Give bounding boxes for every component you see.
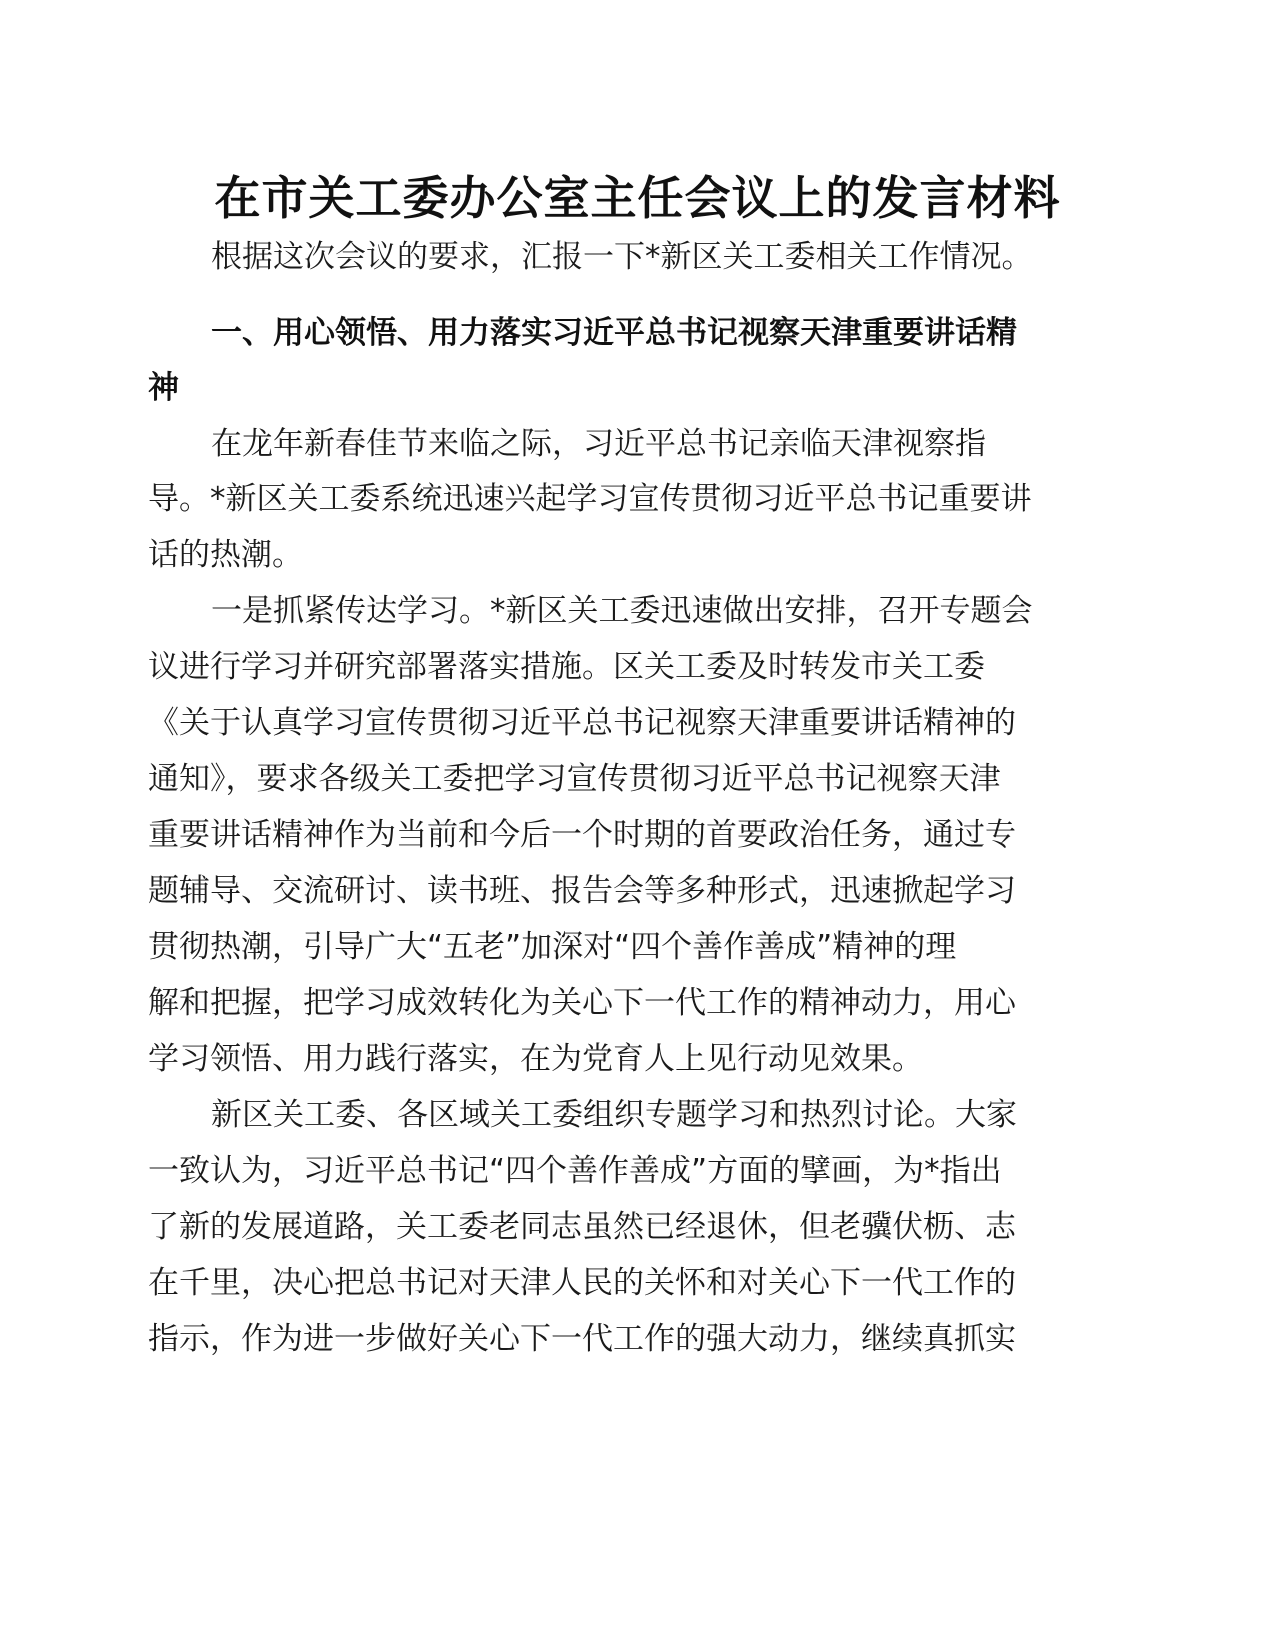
paragraph-line: 学习领悟、用力践行落实，在为党育人上见行动见效果。 (148, 1041, 923, 1077)
paragraph-line: 在龙年新春佳节来临之际，习近平总书记亲临天津视察指 (211, 426, 986, 462)
paragraph-line: 话的热潮。 (148, 537, 303, 573)
paragraph-line: 指示，作为进一步做好关心下一代工作的强大动力，继续真抓实 (148, 1321, 1016, 1357)
paragraph-line: 题辅导、交流研讨、读书班、报告会等多种形式，迅速掀起学习 (148, 873, 1016, 909)
intro-line: 根据这次会议的要求，汇报一下*新区关工委相关工作情况。 (211, 239, 1033, 275)
paragraph-line: 通知》，要求各级关工委把学习宣传贯彻习近平总书记视察天津 (148, 761, 1001, 797)
paragraph-line: 贯彻热潮，引导广大“五老”加深对“四个善作善成”精神的理 (148, 929, 957, 965)
paragraph-line: 新区关工委、各区域关工委组织专题学习和热烈讨论。大家 (211, 1097, 1017, 1133)
paragraph-line: 《关于认真学习宣传贯彻习近平总书记视察天津重要讲话精神的 (148, 705, 1016, 741)
paragraph-line: 一是抓紧传达学习。*新区关工委迅速做出安排，召开专题会 (211, 593, 1033, 629)
paragraph-line: 了新的发展道路，关工委老同志虽然已经退休，但老骥伏枥、志 (148, 1209, 1016, 1245)
paragraph-line: 在千里，决心把总书记对天津人民的关怀和对关心下一代工作的 (148, 1265, 1016, 1301)
paragraph-line: 重要讲话精神作为当前和今后一个时期的首要政治任务，通过专 (148, 817, 1016, 853)
document-title: 在市关工委办公室主任会议上的发言材料 (214, 171, 1061, 225)
paragraph-line: 一致认为，习近平总书记“四个善作善成”方面的擘画，为*指出 (148, 1153, 1002, 1189)
section-heading-continued: 神 (148, 370, 179, 406)
paragraph-line: 议进行学习并研究部署落实措施。区关工委及时转发市关工委 (148, 649, 985, 685)
paragraph-line: 导。*新区关工委系统迅速兴起学习宣传贯彻习近平总书记重要讲 (148, 481, 1032, 517)
section-heading: 一、用心领悟、用力落实习近平总书记视察天津重要讲话精 (211, 315, 1017, 351)
paragraph-line: 解和把握，把学习成效转化为关心下一代工作的精神动力，用心 (148, 985, 1016, 1021)
